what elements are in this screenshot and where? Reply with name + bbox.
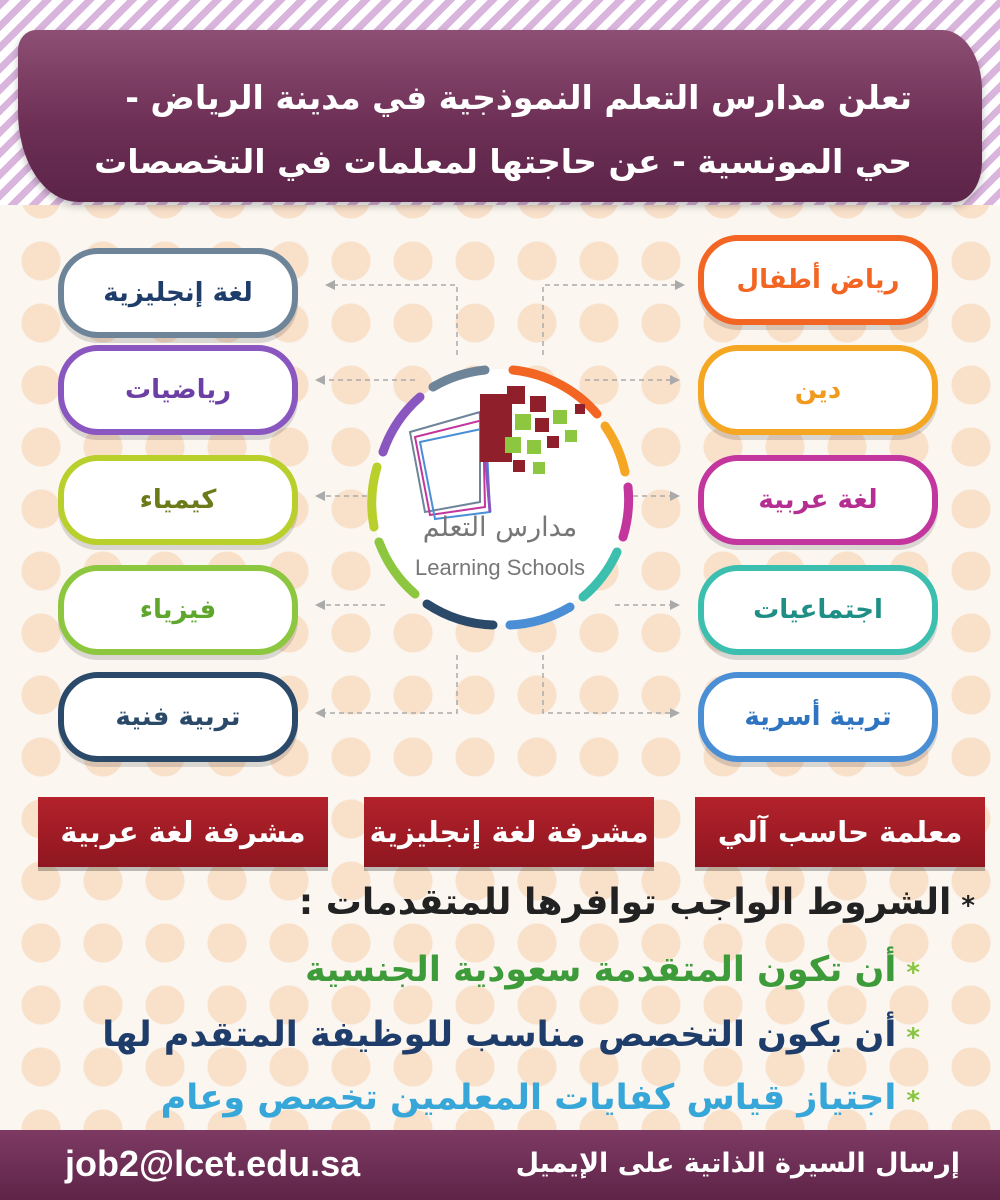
specialization-religion: دين xyxy=(698,345,938,435)
bullet-star-icon: * xyxy=(906,1023,920,1053)
header-line-2: حي المونسية - عن حاجتها لمعلمات في التخصصات xyxy=(94,142,912,181)
footer-bar xyxy=(0,1130,1000,1200)
condition-1-row xyxy=(305,950,920,990)
bullet-star-icon: * xyxy=(906,958,920,988)
condition-3: اجتياز قياس كفايات المعلمين تخصص وعام xyxy=(160,1078,897,1118)
condition-3-row xyxy=(161,1078,920,1118)
condition-2: أن يكون التخصص مناسب للوظيفة المتقدم لها xyxy=(102,1015,897,1055)
specialization-art: تربية فنية xyxy=(58,672,298,762)
specialization-kindergarten: رياض أطفال xyxy=(698,235,938,325)
specialization-math: رياضيات xyxy=(58,345,298,435)
conditions-title: الشروط الواجب توافرها للمتقدمات : xyxy=(298,882,952,923)
footer-email-link[interactable]: job2@lcet.edu.sa xyxy=(65,1143,361,1184)
specialization-arabic: لغة عربية xyxy=(698,455,938,545)
condition-1: أن تكون المتقدمة سعودية الجنسية xyxy=(305,950,897,990)
position-english-supervisor: مشرفة لغة إنجليزية xyxy=(364,797,654,867)
school-logo xyxy=(365,352,635,642)
position-arabic-supervisor: مشرفة لغة عربية xyxy=(38,797,328,867)
specialization-english: لغة إنجليزية xyxy=(58,248,298,338)
header-line-1: تعلن مدارس التعلم النموذجية في مدينة الرياض - xyxy=(125,78,912,117)
footer-instruction: إرسال السيرة الذاتية على الإيميل xyxy=(515,1148,960,1179)
position-computer-teacher: معلمة حاسب آلي xyxy=(695,797,985,867)
bullet-star-icon: * xyxy=(961,891,975,921)
bullet-star-icon: * xyxy=(906,1086,920,1116)
specialization-family-education: تربية أسرية xyxy=(698,672,938,762)
logo-english-name: Learning Schools xyxy=(414,555,585,580)
specialization-social-studies: اجتماعيات xyxy=(698,565,938,655)
conditions-title-row xyxy=(299,882,975,923)
specialization-chemistry: كيمياء xyxy=(58,455,298,545)
condition-2-row xyxy=(102,1015,920,1055)
logo-arabic-name: مدارس التعلم xyxy=(422,512,578,543)
specialization-physics: فيزياء xyxy=(58,565,298,655)
